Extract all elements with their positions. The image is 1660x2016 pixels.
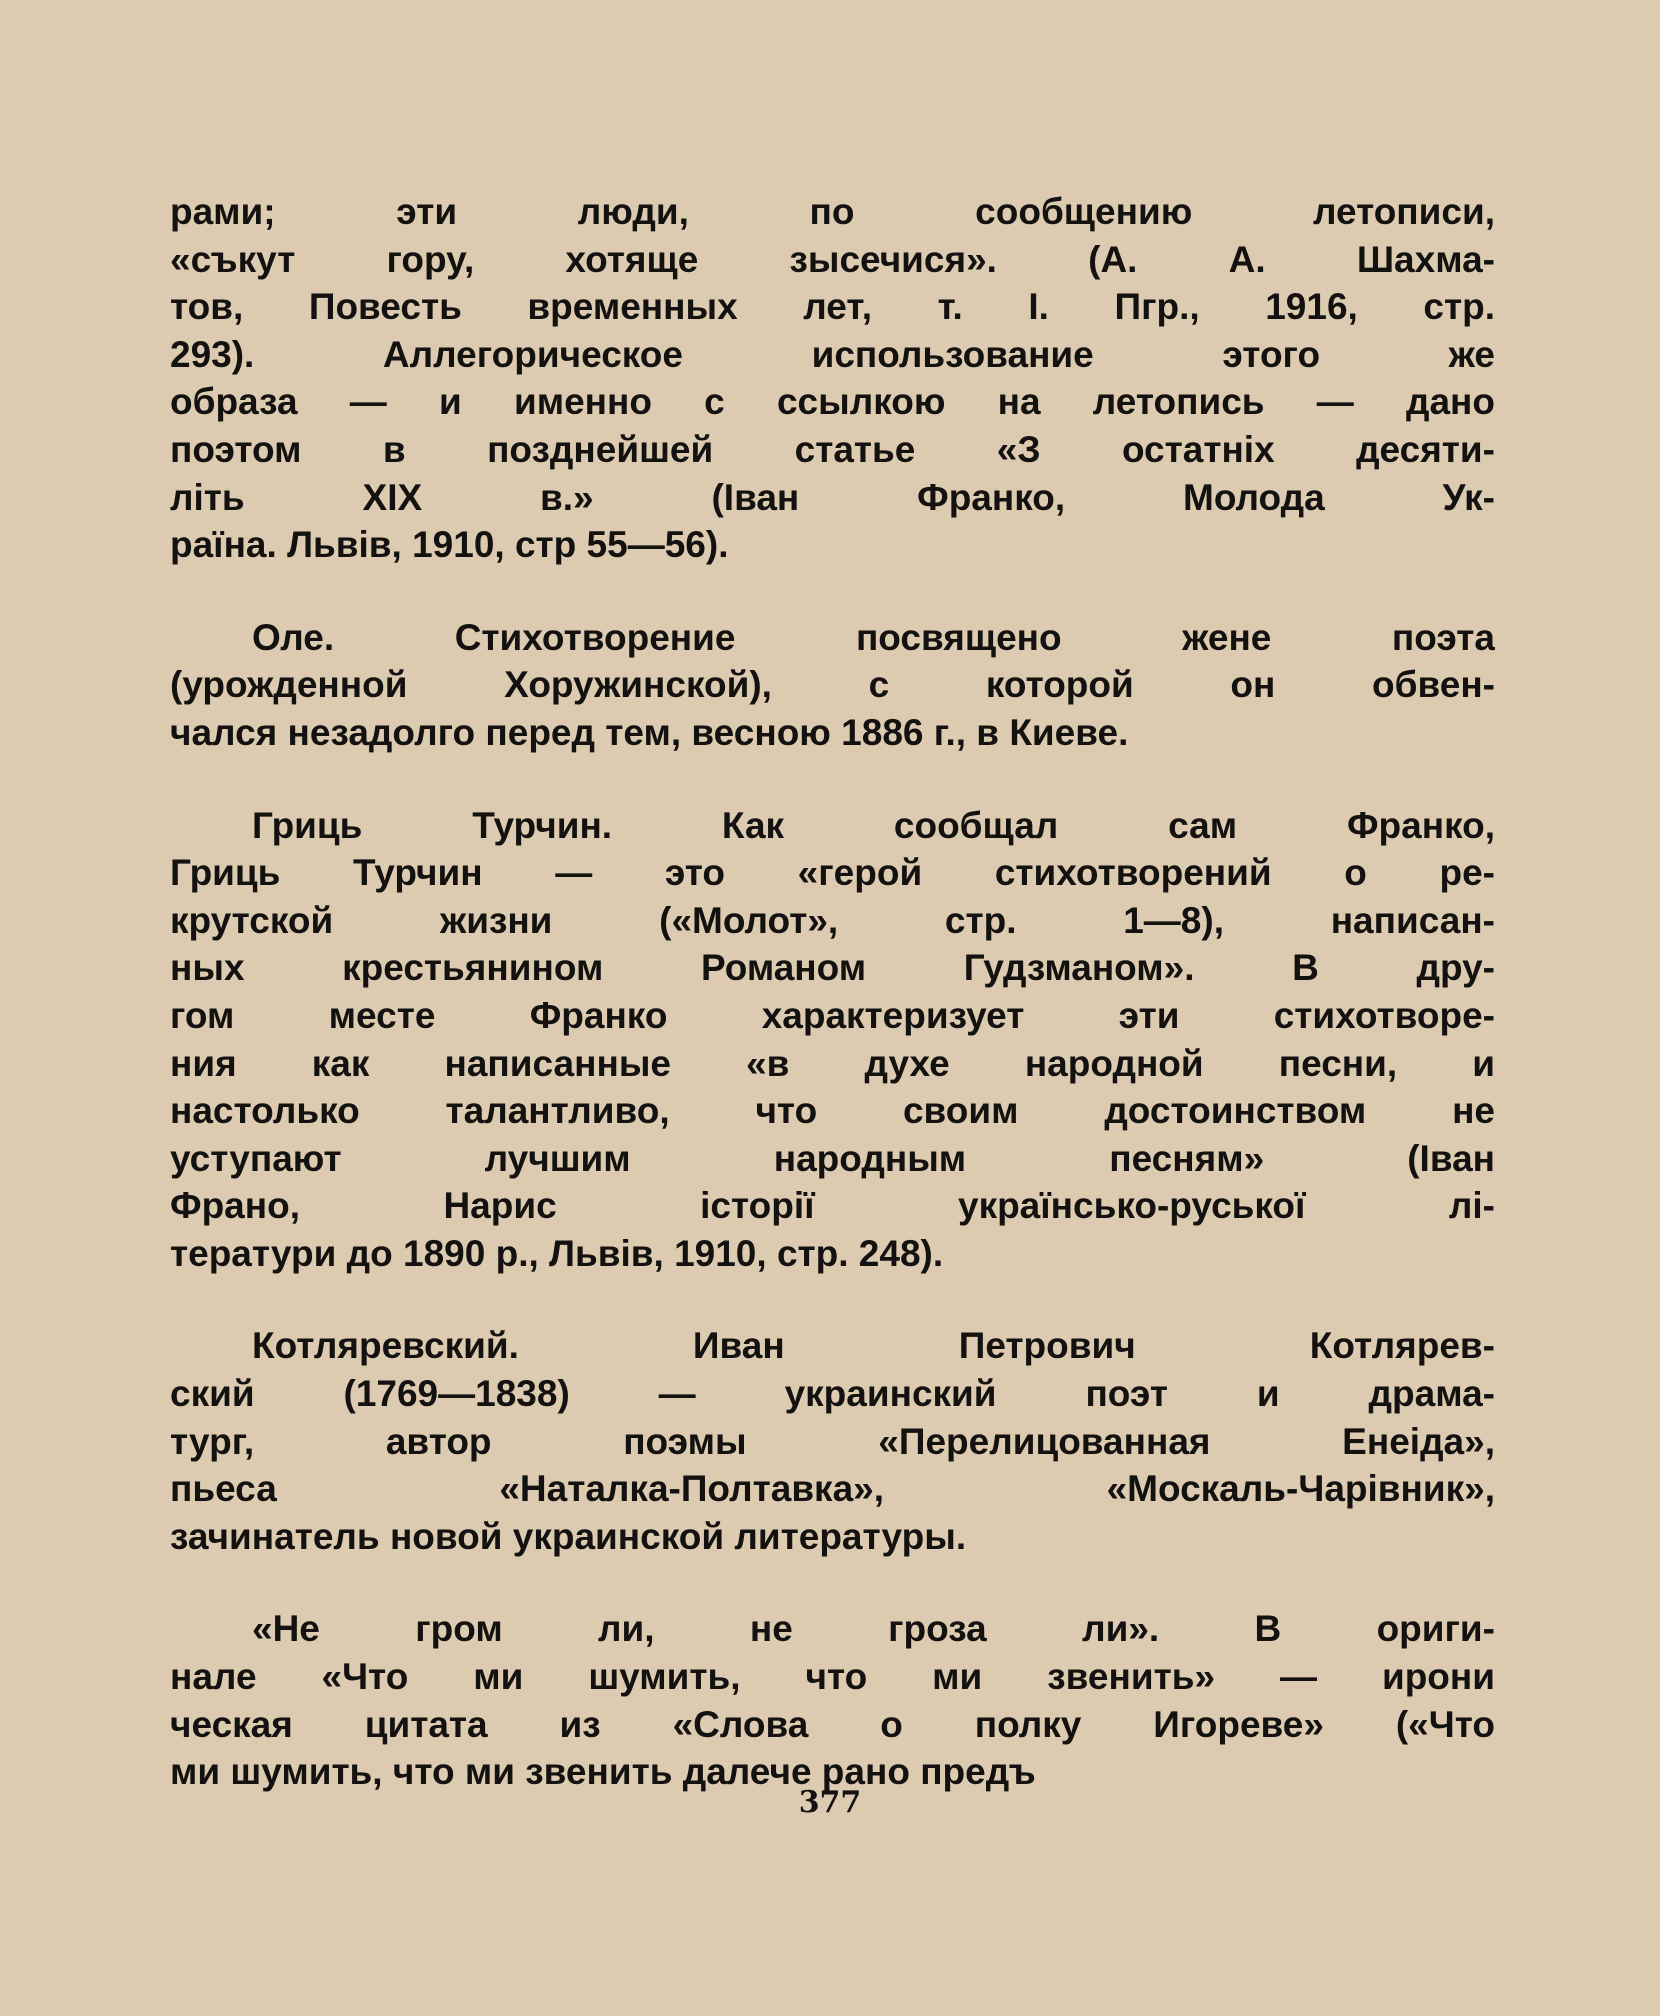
text-line: крутской жизни («Молот», стр. 1—8), написан- xyxy=(170,899,1495,941)
text-line: Франо, Нарис історії українсько-руської лі- xyxy=(170,1185,1495,1227)
kotlyarevsky-note xyxy=(170,1322,1495,1560)
continuation-paragraph xyxy=(170,188,1495,569)
text-line: тов, Повесть временных лет, т. I. Пгр., 1916, стр. xyxy=(170,286,1495,328)
text-line: Котляревский. Иван Петрович Котлярев- xyxy=(252,1325,1495,1367)
text-line: чался незадолго перед тем, весною 1886 г., в Киеве. xyxy=(170,711,1129,753)
text-line: тург, автор поэмы «Перелицованная Енеіда», xyxy=(170,1420,1495,1462)
page-number: 377 xyxy=(798,1785,862,1820)
text-line: (урожденной Хоружинской), с которой он обвен- xyxy=(170,664,1495,706)
text-line: тератури до 1890 р., Львів, 1910, стр. 248). xyxy=(170,1232,944,1274)
text-line: уступают лучшим народным песням» (Іван xyxy=(170,1137,1495,1179)
text-line: пьеса «Наталка-Полтавка», «Москаль-Чарівник», xyxy=(170,1468,1495,1510)
text-line: Гриць Турчин — это «герой стихотворений о ре- xyxy=(170,852,1495,894)
text-line: 293). Аллегорическое использование этого же xyxy=(170,333,1495,375)
text-line: ческая цитата из «Слова о полку Игореве» («Что xyxy=(170,1703,1495,1745)
text-line: образа — и именно с ссылкою на летопись — дано xyxy=(170,381,1495,423)
text-line: зачинатель новой украинской литературы. xyxy=(170,1515,967,1557)
text-line: раїна. Львів, 1910, стр 55—56). xyxy=(170,524,729,566)
text-line: «съкут гору, хотяще зысечися». (А. А. Шахма- xyxy=(170,238,1495,280)
paragraph-gap xyxy=(170,1277,1495,1322)
text-line: ми шумить, что ми звенить далече рано предъ xyxy=(170,1751,1036,1793)
text-line: ных крестьянином Романом Гудзманом». В дру- xyxy=(170,947,1495,989)
text-line: настолько талантливо, что своим достоинством не xyxy=(170,1090,1495,1132)
page-text xyxy=(170,188,1495,1796)
ole-note xyxy=(170,614,1495,757)
text-line: нале «Что ми шумить, что ми звенить» — ирони xyxy=(170,1656,1495,1698)
text-line: Оле. Стихотворение посвящено жене поэта xyxy=(252,616,1495,658)
text-line: поэтом в позднейшей статье «З остатніх десяти- xyxy=(170,428,1495,470)
text-line: ский (1769—1838) — украинский поэт и драма- xyxy=(170,1373,1495,1415)
text-line: ния как написанные «в духе народной песни, и xyxy=(170,1042,1495,1084)
text-line: літь XIX в.» (Іван Франко, Молода Ук- xyxy=(170,476,1495,518)
paragraph-gap xyxy=(170,757,1495,802)
paragraph-gap xyxy=(170,569,1495,614)
text-line: Гриць Турчин. Как сообщал сам Франко, xyxy=(252,804,1495,846)
ne-grom-note xyxy=(170,1605,1495,1795)
text-line: рами; эти люди, по сообщению летописи, xyxy=(170,191,1495,232)
hryts-turchyn-note xyxy=(170,802,1495,1278)
paragraph-gap xyxy=(170,1560,1495,1605)
text-line: «Не гром ли, не гроза ли». В ориги- xyxy=(252,1608,1495,1650)
text-line: гом месте Франко характеризует эти стихотворе- xyxy=(170,994,1495,1036)
